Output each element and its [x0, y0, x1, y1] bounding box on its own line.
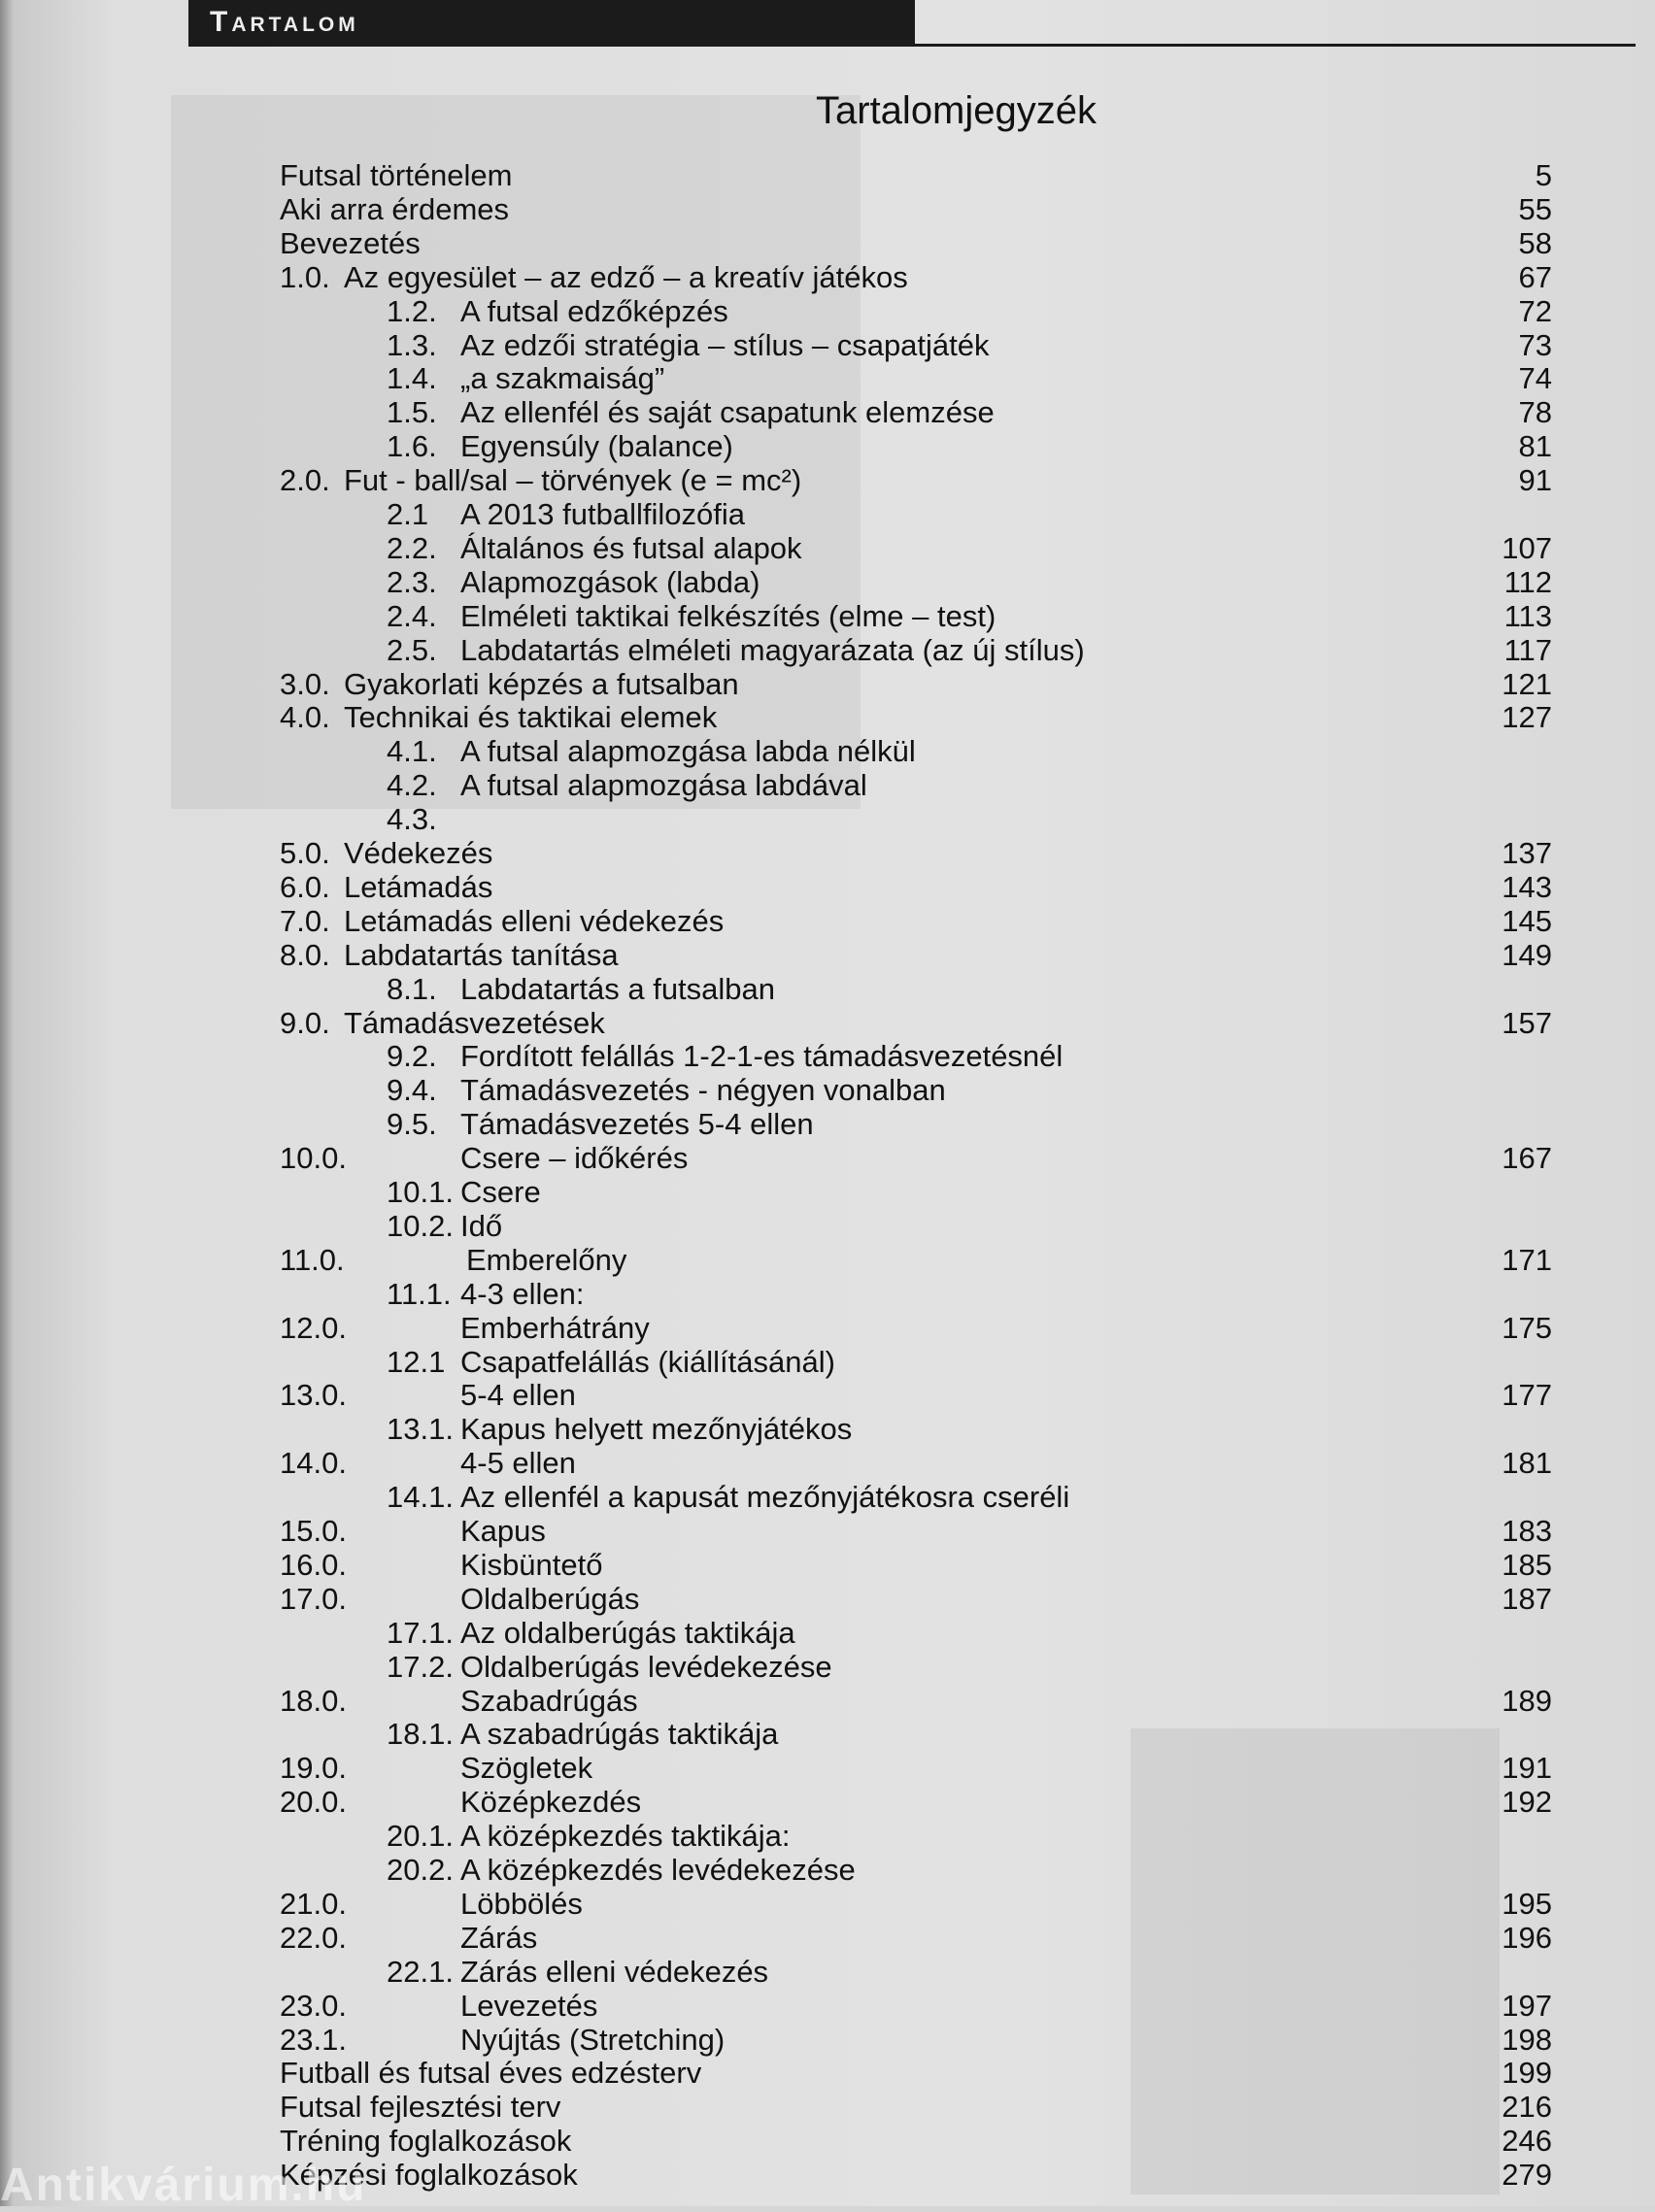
toc-entry-title: 4-5 ellen: [460, 1446, 576, 1481]
toc-entry-title: Az oldalberúgás taktikája: [460, 1615, 795, 1650]
toc-entry-number: 4.2.: [387, 768, 437, 803]
toc-entry-number: 11.0.: [280, 1242, 345, 1277]
toc-entry-title: Képzési foglalkozások: [280, 2158, 578, 2193]
toc-entry: [14, 836, 1655, 870]
toc-entry-title: Védekezés: [344, 836, 493, 870]
toc-entry: [14, 192, 1655, 226]
toc-entry-number: 13.1.: [387, 1412, 454, 1447]
toc-entry: [14, 2056, 1655, 2090]
toc-entry: [14, 1209, 1655, 1243]
toc-entry-title: Emberhátrány: [460, 1310, 650, 1345]
toc-entry-number: 23.0.: [280, 1988, 347, 2023]
toc-entry-title: Zárás: [460, 1920, 538, 1955]
toc-entry-title: Labdatartás a futsalban: [460, 971, 776, 1006]
toc-entry: [14, 1107, 1655, 1141]
toc-entry-title: Oldalberúgás levédekezése: [460, 1649, 832, 1684]
toc-entry-title: Zárás elleni védekezés: [460, 1954, 769, 1989]
toc-entry-title: A futsal alapmozgása labdával: [460, 768, 867, 803]
toc-entry-number: 6.0.: [280, 869, 330, 904]
toc-entry-title: Letámadás elleni védekezés: [344, 903, 725, 938]
toc-entry: [14, 700, 1655, 734]
toc-entry-title: Labdatartás elméleti magyarázata (az új stílus): [460, 632, 1085, 667]
toc-entry-number: 9.0.: [280, 1005, 330, 1040]
toc-entry-number: 1.6.: [387, 429, 437, 464]
toc-entry-page: 145: [1502, 903, 1552, 938]
toc-entry-title: Aki arra érdemes: [280, 191, 510, 226]
toc-entry-title: Labdatartás tanítása: [344, 937, 619, 972]
toc-entry-number: 18.0.: [280, 1683, 347, 1718]
toc-entry: [14, 1412, 1655, 1446]
toc-entry: [14, 1378, 1655, 1412]
toc-entry-title: Középkezdés: [460, 1785, 642, 1820]
toc-entry-title: Csere: [460, 1175, 541, 1209]
toc-entry: [14, 226, 1655, 260]
toc-entry-title: A középkezdés levédekezése: [460, 1853, 856, 1887]
toc-entry-number: 12.1: [387, 1344, 446, 1379]
toc-entry: [14, 972, 1655, 1006]
toc-entry-title: Idő: [460, 1208, 503, 1243]
toc-entry-title: A futsal alapmozgása labda nélkül: [460, 734, 916, 769]
section-label: Tartalom: [210, 6, 359, 38]
book-page: [14, 0, 1655, 2206]
toc-entry-page: 192: [1502, 1785, 1552, 1820]
toc-entry: [14, 1887, 1655, 1921]
toc-entry: [14, 361, 1655, 395]
toc-entry: [14, 1650, 1655, 1684]
toc-entry-number: 1.4.: [387, 361, 437, 396]
toc-entry-page: 279: [1502, 2158, 1552, 2193]
toc-entry-title: Futball és futsal éves edzésterv: [280, 2056, 702, 2091]
toc-entry-title: Kapus helyett mezőnyjátékos: [460, 1412, 853, 1447]
toc-entry: [14, 158, 1655, 192]
toc-entry-number: 9.5.: [387, 1107, 437, 1142]
toc-entry-page: 72: [1518, 293, 1552, 328]
toc-entry: [14, 734, 1655, 768]
toc-entry-page: 121: [1502, 666, 1552, 701]
toc-entry-title: Oldalberúgás: [460, 1581, 640, 1616]
toc-entry-page: 195: [1502, 1886, 1552, 1921]
toc-entry: [14, 870, 1655, 904]
toc-entry-number: 14.1.: [387, 1480, 454, 1515]
toc-entry-title: Fordított felállás 1-2-1-es támadásvezetésnél: [460, 1039, 1064, 1074]
toc-entry-number: 14.0.: [280, 1446, 347, 1481]
toc-entry-number: 10.0.: [280, 1141, 347, 1176]
toc-entry-number: 2.2.: [387, 530, 437, 565]
toc-entry-page: 73: [1518, 327, 1552, 362]
watermark: Antikvárium.hu: [0, 2160, 367, 2211]
toc-entry-title: Az ellenfél a kapusát mezőnyjátékosra cseréli: [460, 1480, 1070, 1515]
toc-entry: [14, 1785, 1655, 1819]
toc-entry-number: 3.0.: [280, 666, 330, 701]
table-of-contents: [14, 0, 1655, 2206]
toc-entry-number: 1.3.: [387, 327, 437, 362]
toc-entry-number: 10.2.: [387, 1208, 454, 1243]
toc-entry: [14, 1446, 1655, 1480]
toc-entry: [14, 2124, 1655, 2158]
toc-entry: [14, 497, 1655, 531]
toc-entry-title: Löbbölés: [460, 1886, 583, 1921]
toc-entry-page: 91: [1518, 463, 1552, 498]
toc-entry-title: 4-3 ellen:: [460, 1276, 585, 1311]
toc-entry-title: Egyensúly (balance): [460, 429, 733, 464]
toc-entry-title: Az ellenfél és saját csapatunk elemzése: [460, 395, 995, 430]
toc-entry-number: 4.0.: [280, 700, 330, 735]
toc-entry-title: Elméleti taktikai felkészítés (elme – test): [460, 598, 996, 633]
toc-entry-title: Emberelőny: [466, 1242, 627, 1277]
toc-entry-number: 2.4.: [387, 598, 437, 633]
toc-entry-title: Támadásvezetés 5-4 ellen: [460, 1107, 814, 1142]
toc-entry: [14, 1480, 1655, 1514]
toc-entry-number: 18.1.: [387, 1717, 454, 1752]
toc-entry-number: 8.1.: [387, 971, 437, 1006]
toc-entry: [14, 938, 1655, 972]
toc-entry: [14, 1277, 1655, 1311]
toc-entry-title: Futsal fejlesztési terv: [280, 2090, 561, 2125]
toc-entry: [14, 395, 1655, 429]
toc-entry: [14, 599, 1655, 633]
toc-entry-title: Technikai és taktikai elemek: [344, 700, 718, 735]
toc-entry-page: 113: [1503, 598, 1552, 633]
toc-entry: [14, 1311, 1655, 1345]
toc-entry-number: 20.2.: [387, 1853, 454, 1887]
toc-entry: [14, 802, 1655, 836]
toc-entry-page: 246: [1502, 2124, 1552, 2159]
toc-entry-number: 20.1.: [387, 1819, 454, 1854]
toc-entry-title: A szabadrúgás taktikája: [460, 1717, 779, 1752]
toc-entry-title: Alapmozgások (labda): [460, 564, 760, 599]
toc-entry-page: 55: [1518, 191, 1552, 226]
toc-entry-page: 112: [1503, 564, 1552, 599]
toc-entry-page: 177: [1502, 1378, 1552, 1413]
toc-entry-title: Szögletek: [460, 1751, 593, 1786]
toc-entry: [14, 768, 1655, 802]
toc-entry-title: Csapatfelállás (kiállításánál): [460, 1344, 835, 1379]
toc-entry: [14, 1548, 1655, 1582]
toc-entry-page: 143: [1502, 869, 1552, 904]
toc-entry: [14, 1751, 1655, 1785]
toc-entry-page: 127: [1502, 700, 1552, 735]
toc-entry-number: 10.1.: [387, 1175, 454, 1209]
toc-entry: [14, 1853, 1655, 1887]
toc-entry-page: 199: [1502, 2056, 1552, 2091]
toc-entry-number: 22.1.: [387, 1954, 454, 1989]
toc-entry-title: Szabadrúgás: [460, 1683, 638, 1718]
toc-entry-number: 16.0.: [280, 1547, 347, 1582]
toc-entry: [14, 1717, 1655, 1751]
toc-entry: [14, 633, 1655, 667]
toc-entry-number: 17.0.: [280, 1581, 347, 1616]
toc-entry-page: 117: [1503, 632, 1552, 667]
toc-entry: [14, 565, 1655, 599]
toc-entry: [14, 2090, 1655, 2124]
toc-entry-title: A középkezdés taktikája:: [460, 1819, 791, 1854]
toc-entry-page: 157: [1502, 1005, 1552, 1040]
toc-entry: [14, 429, 1655, 463]
toc-entry-title: Az egyesület – az edző – a kreatív játékos: [344, 259, 908, 294]
toc-entry-page: 191: [1502, 1751, 1552, 1786]
toc-entry-title: Támadásvezetés - négyen vonalban: [460, 1073, 946, 1108]
toc-entry-page: 216: [1502, 2090, 1552, 2125]
toc-entry-title: Bevezetés: [280, 225, 421, 260]
toc-entry-number: 8.0.: [280, 937, 330, 972]
toc-entry: [14, 1819, 1655, 1853]
toc-entry-number: 19.0.: [280, 1751, 347, 1786]
toc-entry-number: 1.0.: [280, 259, 330, 294]
toc-entry: [14, 1616, 1655, 1650]
toc-entry-number: 11.1.: [387, 1276, 452, 1311]
toc-entry-page: 78: [1518, 395, 1552, 430]
toc-entry-page: 189: [1502, 1683, 1552, 1718]
toc-entry-title: Az edzői stratégia – stílus – csapatjáték: [460, 327, 990, 362]
toc-entry: [14, 1514, 1655, 1548]
toc-entry-page: 197: [1502, 1988, 1552, 2023]
toc-entry-number: 21.0.: [280, 1886, 347, 1921]
toc-entry-page: 137: [1502, 836, 1552, 870]
toc-entry-title: Kapus: [460, 1514, 546, 1548]
toc-entry-page: 175: [1502, 1310, 1552, 1345]
toc-entry-number: 12.0.: [280, 1310, 347, 1345]
toc-entry: [14, 2023, 1655, 2057]
toc-entry-title: Nyújtás (Stretching): [460, 2022, 726, 2057]
toc-entry: [14, 667, 1655, 701]
toc-entry: [14, 328, 1655, 362]
toc-entry-title: Tréning foglalkozások: [280, 2124, 572, 2159]
toc-entry: [14, 463, 1655, 497]
toc-entry-page: 149: [1502, 937, 1552, 972]
toc-entry-number: 17.2.: [387, 1649, 454, 1684]
toc-entry-title: Fut - ball/sal – törvények (e = mc²): [344, 463, 802, 498]
toc-entry-number: 1.5.: [387, 395, 437, 430]
toc-entry: [14, 1006, 1655, 1040]
toc-entry-page: 74: [1518, 361, 1552, 396]
toc-entry: [14, 1921, 1655, 1955]
toc-entry-title: Kisbüntető: [460, 1547, 603, 1582]
toc-entry-number: 7.0.: [280, 903, 330, 938]
toc-entry-page: 196: [1502, 1920, 1552, 1955]
toc-entry-number: 23.1.: [280, 2022, 347, 2057]
toc-entry: [14, 1175, 1655, 1209]
toc-entry-number: 9.2.: [387, 1039, 437, 1074]
toc-entry-page: 181: [1502, 1446, 1552, 1481]
toc-entry-number: 4.3.: [387, 802, 437, 837]
toc-entry-title: 5-4 ellen: [460, 1378, 576, 1413]
toc-entry-number: 22.0.: [280, 1920, 347, 1955]
toc-entry-title: „a szakmaiság”: [460, 361, 665, 396]
toc-entry-number: 9.4.: [387, 1073, 437, 1108]
toc-entry-number: 13.0.: [280, 1378, 347, 1413]
toc-entry-page: 5: [1535, 158, 1552, 192]
toc-entry: [14, 1073, 1655, 1107]
toc-entry-number: 5.0.: [280, 836, 330, 870]
toc-entry-title: Támadásvezetések: [344, 1005, 605, 1040]
toc-entry-number: 2.5.: [387, 632, 437, 667]
toc-entry: [14, 1582, 1655, 1616]
toc-entry-page: 107: [1502, 530, 1552, 565]
toc-entry-title: Általános és futsal alapok: [460, 530, 802, 565]
toc-entry-title: A futsal edzőképzés: [460, 293, 728, 328]
toc-entry-title: Letámadás: [344, 869, 493, 904]
toc-entry-title: Futsal történelem: [280, 158, 513, 192]
page-title: Tartalomjegyzék: [816, 89, 1098, 132]
toc-entry-number: 2.3.: [387, 564, 437, 599]
toc-entry-page: 167: [1502, 1141, 1552, 1176]
toc-entry-page: 198: [1502, 2022, 1552, 2057]
toc-entry: [14, 1039, 1655, 1073]
page-edge: [0, 0, 14, 2206]
toc-entry: [14, 294, 1655, 328]
toc-entry: [14, 1345, 1655, 1379]
toc-entry: [14, 1684, 1655, 1718]
toc-entry: [14, 1989, 1655, 2023]
toc-entry-number: 4.1.: [387, 734, 437, 769]
toc-entry-page: 185: [1502, 1547, 1552, 1582]
toc-entry: [14, 260, 1655, 294]
toc-entry-title: Levezetés: [460, 1988, 598, 2023]
toc-entry-page: 58: [1518, 225, 1552, 260]
toc-entry-page: 171: [1502, 1242, 1552, 1277]
toc-entry-page: 183: [1502, 1514, 1552, 1548]
toc-entry-number: 1.2.: [387, 293, 437, 328]
toc-entry-number: 2.1: [387, 497, 429, 531]
toc-entry-number: 17.1.: [387, 1615, 454, 1650]
toc-entry-page: 67: [1518, 259, 1552, 294]
toc-entry-title: Gyakorlati képzés a futsalban: [344, 666, 739, 701]
toc-entry-title: A 2013 futballfilozófia: [460, 497, 745, 531]
toc-entry: [14, 904, 1655, 938]
toc-entry-page: 81: [1518, 429, 1552, 464]
toc-entry: [14, 531, 1655, 565]
toc-entry-number: 15.0.: [280, 1514, 347, 1548]
toc-entry-title: Csere – időkérés: [460, 1141, 689, 1176]
toc-entry-number: 20.0.: [280, 1785, 347, 1820]
toc-entry: [14, 1141, 1655, 1175]
toc-entry-number: 2.0.: [280, 463, 330, 498]
toc-entry: [14, 1955, 1655, 1989]
toc-entry-page: 187: [1502, 1581, 1552, 1616]
toc-entry: [14, 1243, 1655, 1277]
